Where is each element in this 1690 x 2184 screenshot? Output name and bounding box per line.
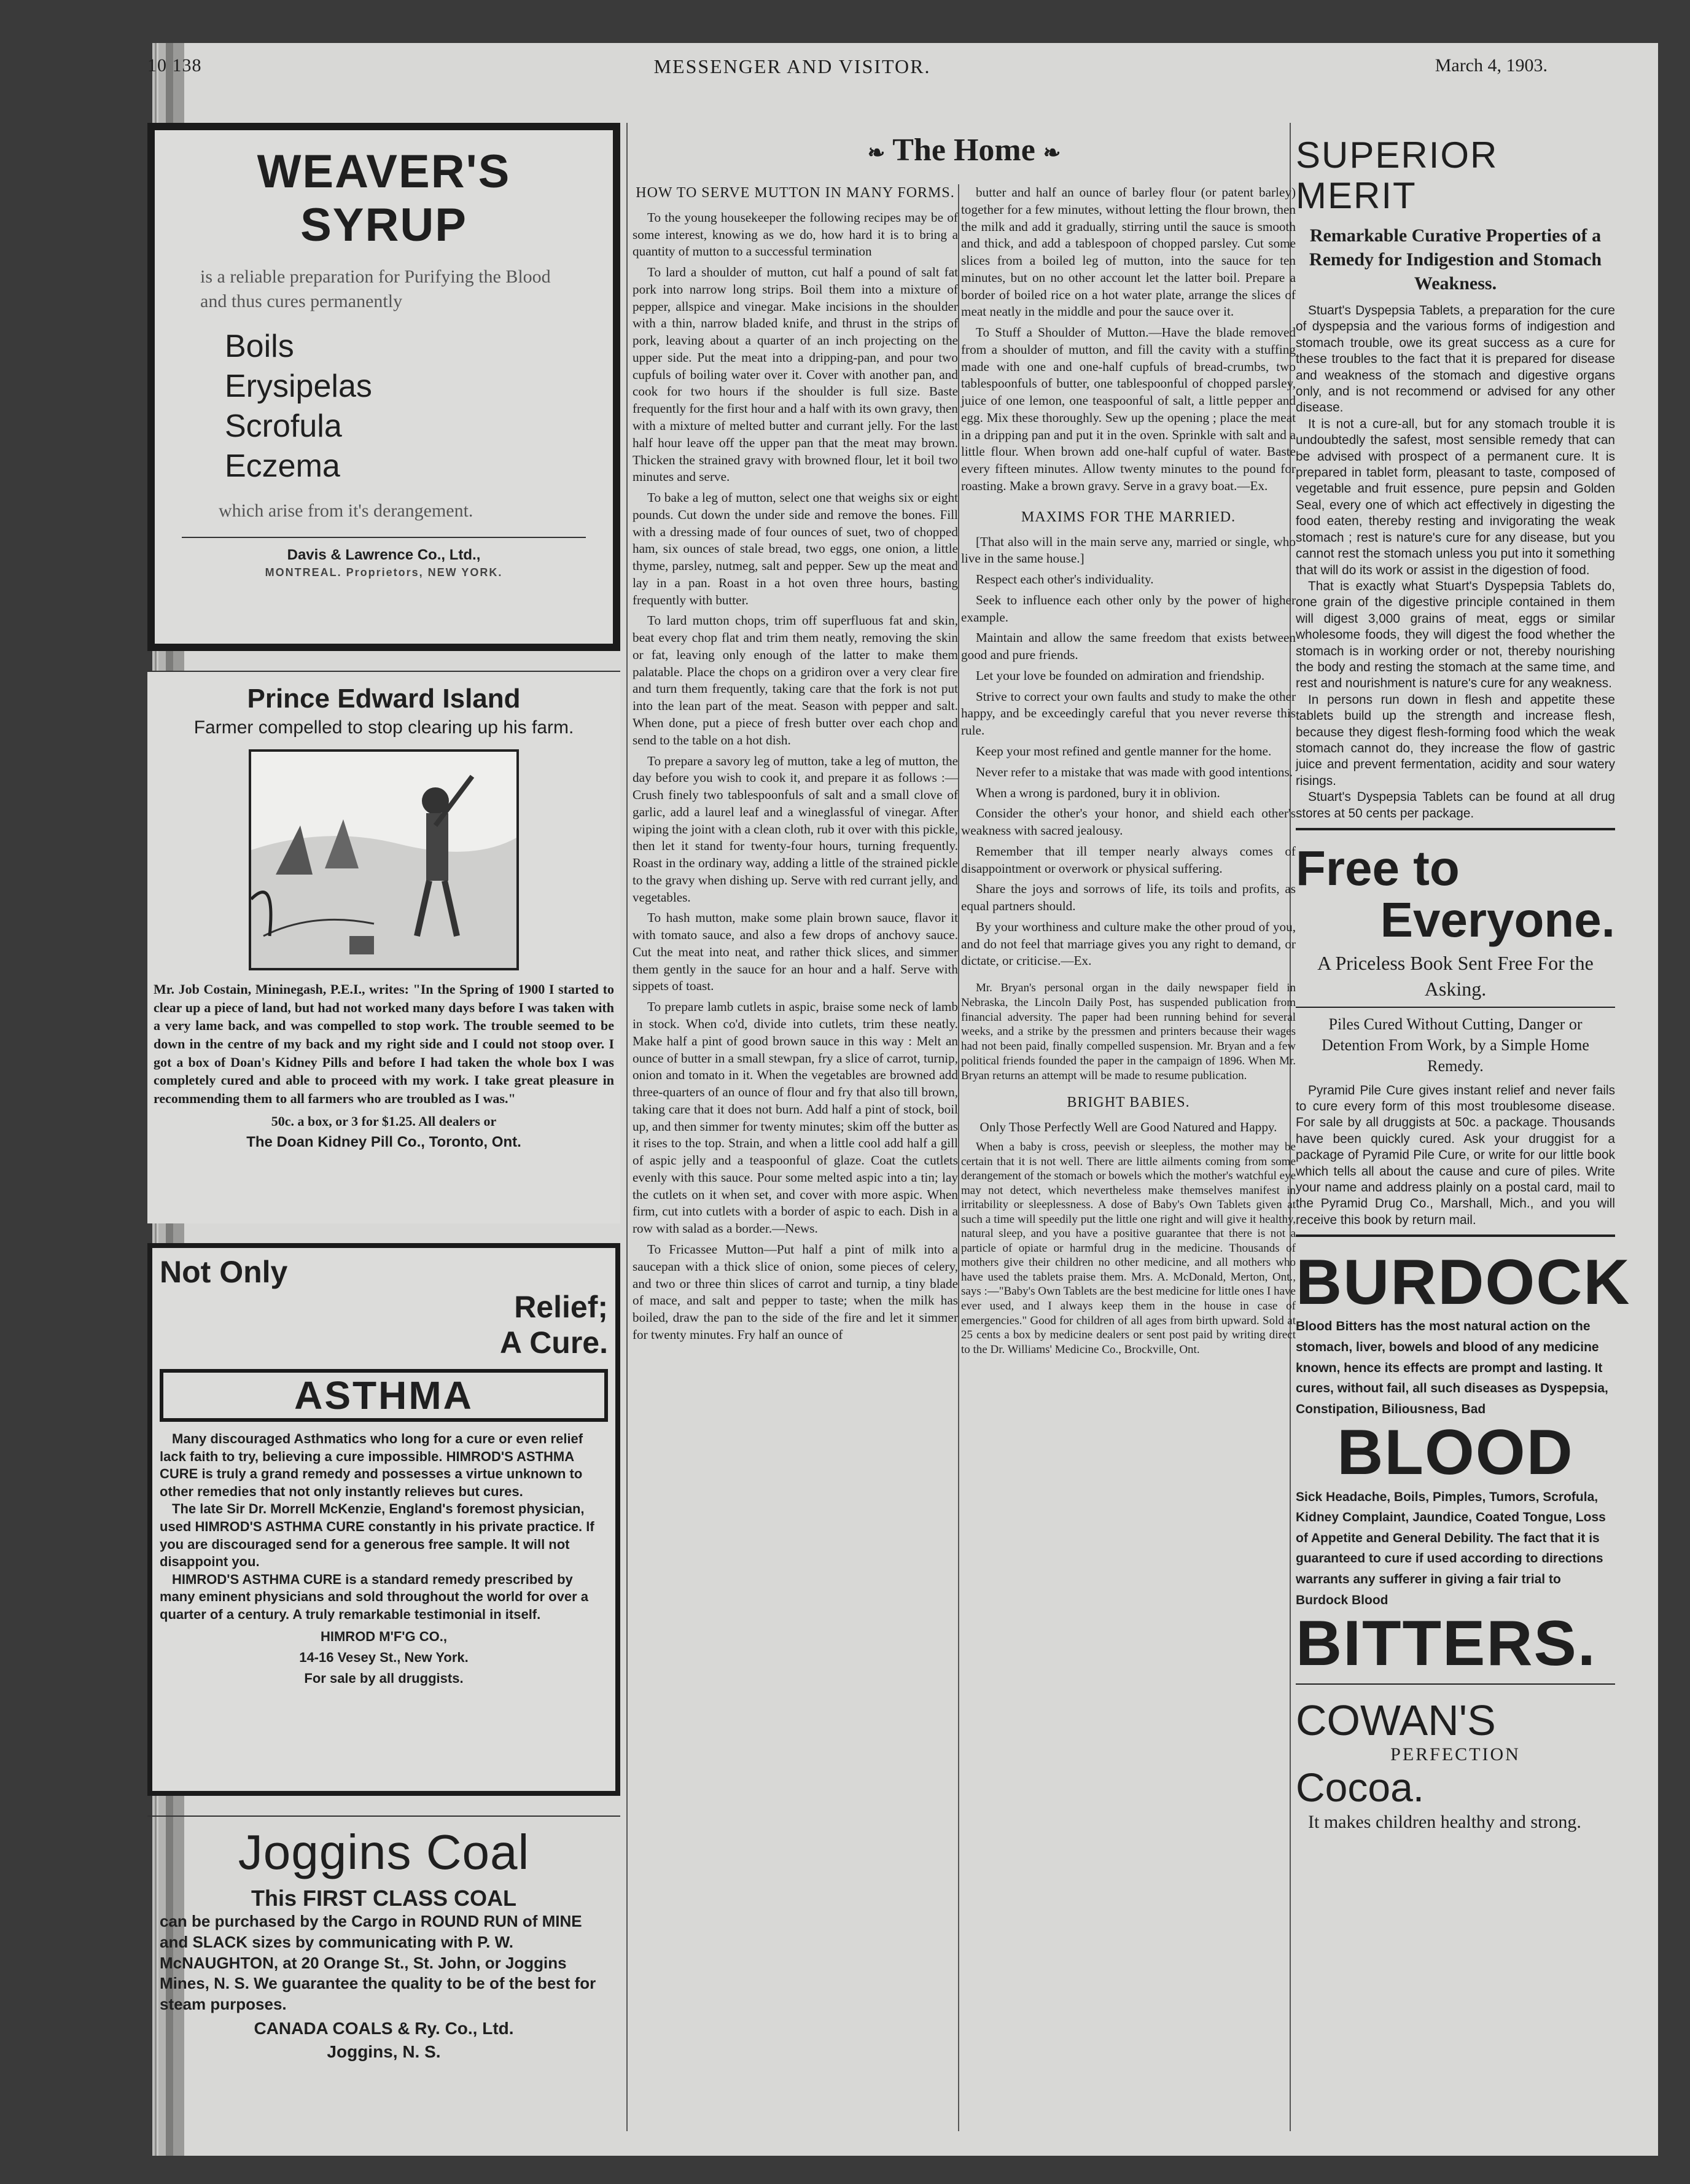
cowan-brand: COWAN'S [1296,1696,1496,1745]
cowan-perfection: PERFECTION [1390,1744,1521,1765]
cowan-product: Cocoa. [1296,1765,1425,1811]
pei-title: Prince Edward Island [247,684,521,714]
pei-price: 50c. a box, or 3 for $1.25. All dealers or [271,1113,497,1129]
joggins-coal-ad [147,1815,620,2062]
asthma-banner: ASTHMA [160,1369,608,1422]
section-title [633,132,1296,168]
weaver-ailments [163,314,604,486]
maxim-item: Never refer to a mistake that was made with good intentions. [976,764,1293,779]
home-column-three [961,184,1296,1360]
joggins-title: Joggins Coal [238,1825,530,1879]
masthead [147,55,1609,92]
mutton-article [633,184,958,1347]
article-heading: HOW TO SERVE MUTTON IN MANY FORMS. [636,185,955,201]
stuart-subtitle: Remarkable Curative Properties of a Remedy for Indigestion and Stomach Weakness. [1309,225,1602,294]
free-line2: Everyone. [1380,892,1615,947]
article-paragraph: To prepare a savory leg of mutton, take a leg of mutton, the day before you wish to cook it, and prepare it as follows :— Crush finely two tablespoonfuls of salt and a small clove of garlic, add a laurel leaf and a wineglassful of vinegar. After wiping the joint with a clean cloth, rub it over with this pickle, then let it stand for twenty-four hours, turning frequently. Roast in the ordinary way, adding a little of the strained pickle to the gravy when dishing up. Serve with red currant jelly, and vegetables. [633,753,958,905]
doans-kidney-pills-ad [147,671,620,1223]
ornament-left-icon: ❧ [867,142,886,165]
himrods-asthma-ad [147,1243,620,1796]
babies-text: When a baby is cross, peevish or sleepless, the mother may be certain that it is not well. There are little ailments coming from some derangement of the stomach or bowels which the mother's watchful eye may not detect, which nevertheless make themselves manifest in irritability or sleeplessness. A dose of Baby's Own Tablets given at such a time will speedily put the little one right and will give it healthy, natural sleep, and you have a positive guarantee that there is not a particle of opiate or harmful drug in the medicine. Thousands of mothers give their children no other medicine, and all mothers who have used the tablets praise them. Mrs. A. McDonald, Merton, Ont., says :—"Baby's Own Tablets are the best medicine for little ones I have ever used, and I always keep them in the house in case of emergencies." Good for children of all ages from birth upward. Sold at 25 cents a box by medicine dealers or sent post paid by writing direct to the Dr. Williams' Medicine Co., Brockville, Ont. [961,1141,1296,1356]
free-text: Pyramid Pile Cure gives instant relief and never fails to cure every form of this most troublesome disease. For sale by all druggists at 50c. a package. Thousands have been quickly cured. Ask your druggist for a package of Pyramid Pile Cure, or write for our little book which tells all about the cause and cure of piles. Write your name and address plainly on a postal card, mail to the Pyramid Drug Co., Marshall, Mich., and you will receive this book by return mail. [1296,1083,1615,1227]
joggins-company: CANADA COALS & Ry. Co., Ltd. [254,2018,514,2038]
asthma-line3: A Cure. [500,1325,608,1360]
asthma-para: HIMROD'S ASTHMA CURE is a standard remedy prescribed by many eminent physicians and sold throughout the world for over a quarter of a century. A truly remarkable testimonial in itself. [160,1571,588,1622]
asthma-para: Many discouraged Asthmatics who long for a cure or even relief lack faith to try, believing a cure impossible. HIMROD'S ASTHMA CURE is truly a grand remedy and possesses a virtue unknown to other remedies that not only instantly relieves but cures. [160,1431,583,1499]
stuart-para: That is exactly what Stuart's Dyspepsia Tablets do, one grain of the digestive principle contained in them will digest 3,000 grains of meat, eggs or similar wholesome foods, they will digest the food whether the stomach is in working order or not, thereby nourishing the body and resting the stomach at the same time, and rest and nourishment is nature's cure for any weakness. [1296,579,1615,691]
column-rule-2 [958,184,959,2131]
maxim-item: [That also will in the main serve any, married or single, who live in the same house.] [961,534,1296,566]
maxim-item: Maintain and allow the same freedom that exists between good and pure friends. [961,630,1296,663]
joggins-place: Joggins, N. S. [327,2042,441,2061]
asthma-line1: Not Only [160,1255,288,1289]
burdock-desc1: Blood Bitters has the most natural action on the stomach, liver, bowels and blood of any medicine known, hence its effects are prompt and lasting. It cures, without fail, all such diseases as Dyspepsia, Constipation, Biliousness, Bad [1296,1319,1608,1416]
asthma-maker: HIMROD M'F'G CO., [320,1628,447,1644]
column-rule-1 [626,123,628,2131]
ailment-item: Erysipelas [225,368,372,404]
weavers-syrup-ad [147,123,620,651]
babies-heading: BRIGHT BABIES. [1067,1094,1190,1111]
free-line1: Free to [1296,841,1460,895]
divider [1296,1007,1615,1008]
maxim-item: Seek to influence each other only by the power of higher example. [961,592,1296,625]
stuart-para: It is not a cure-all, but for any stomach trouble it is undoubtedly the safest, most sensible remedy that can be advised with prospect of a permanent cure. It is prepared in tablet form, pleasant to taste, composed of vegetable and fruit essence, pure pepsin and Golden Seal, every one of which act effectively in digesting the food eaten, thereby resting and invigorating the weak stomach ; rest is nature's cure for any disease, but you cannot rest the stomach unless you put into it something that will do its work or assist in the digestion of food. [1296,416,1615,577]
asthma-note: For sale by all druggists. [304,1670,464,1686]
ailment-item: Eczema [225,448,340,484]
maxim-item: Keep your most refined and gentle manner for the home. [976,744,1272,759]
cowan-tagline: It makes children healthy and strong. [1308,1811,1581,1832]
divider [1296,1683,1615,1685]
right-ads-column [1296,135,1631,1834]
ornament-right-icon: ❧ [1043,142,1061,165]
paper-title: MESSENGER AND VISITOR. [653,55,931,77]
blood-word: BLOOD [1337,1417,1574,1489]
stuart-para: Stuart's Dyspepsia Tablets, a preparation for the cure of dyspepsia and the various forms of indigestion and stomach trouble, owe its great success as a cure for these troubles to the fact that it is prepared for disease and weakness of the stomach and digestive organs only, and is not recommend or advised for any other disease. [1296,303,1615,415]
ailment-item: Boils [225,328,294,364]
pei-testimonial: Mr. Job Costain, Mininegash, P.E.I., writes: "In the Spring of 1900 I started to clear up a piece of land, but had not worked many days before I was taken with a very lame back, and was compelled to stop work. The trouble seemed to be down in the centre of my back and my right side and I could not stoop over. I got a box of Doan's Kidney Pills and before I had taken the whole box I was completely cured and able to proceed with my work. I take great pleasure in recommending them to all farmers who are troubled as I was." [154,981,614,1107]
weaver-maker-name: Davis & Lawrence Co., Ltd., [287,547,481,564]
weaver-maker-places: MONTREAL. Proprietors, NEW YORK. [265,566,503,579]
asthma-para: The late Sir Dr. Morrell McKenzie, England's foremost physician, used HIMROD'S ASTHMA CURE constantly in his private practice. If you are discouraged send for a generous free sample. It will not disappoint you. [160,1501,594,1570]
bryan-item: Mr. Bryan's personal organ in the daily newspaper field in Nebraska, the Lincoln Daily Post, has suspended publication from financial adversity. The paper had been running behind for several weeks, and a strike by the pressmen and printers because their wages had not been paid, finally compelled suspension. Mr. Bryan and a few political friends founded the paper in the campaign of 1896. When Mr. Bryan returns an attempt will be made to resume publication. [961,981,1296,1082]
ads-column [147,123,620,2062]
maxim-item: Share the joys and sorrows of life, its toils and profits, as equal partners should. [961,881,1296,914]
maxim-item: Consider the other's your honor, and shield each other's weakness with sacred jealousy. [961,806,1296,838]
article-paragraph: To hash mutton, make some plain brown sauce, flavor it with tomato sauce, and also a few drops of anchovy sauce. Cut the meat into neat, and rather thick slices, and simmer them gently in the sauce for an hour and a half. Serve with sippets of toast. [633,910,958,994]
stuart-para: In persons run down in flesh and appetite these tablets build up the strength and increase flesh, because they digest flesh-forming food which the weak stomach cannot do, they increase the flow of gastric juice and prevent fermentation, acidity and sour watery risings. [1296,692,1615,788]
article-paragraph: To Stuff a Shoulder of Mutton.—Have the blade removed from a shoulder of mutton, and fill the cavity with a stuffing made with one and one-half cupfuls of bread-crumbs, two tablespoonfuls of butter, one tablespoonful of chopped parsley, juice of one lemon, one teaspoonful of salt, a little pepper and egg. Mix these thoroughly. Sew up the opening ; place the meat in a dripping pan and put it in the oven. Sprinkle with salt and a little flour. When brown add one-half cupful of water. Baste every fifteen minutes. Allow twenty minutes to the pound for roasting. Make a brown gravy. Serve in a gravy boat.—Ex. [961,325,1296,494]
article-paragraph: To Fricassee Mutton—Put half a pint of milk into a saucepan with a thick slice of onion, some pieces of celery, and two or three thin slices of carrot and turnip, a tiny blade of mace, and salt and pepper to taste; when the milk has boiled, draw the pan to the side of the fire and let it simmer for twenty minutes. Fry half an ounce of [633,1241,958,1342]
weaver-intro: is a reliable preparation for Purifying the Blood and thus cures permanently [200,266,551,312]
section-title-text: The Home [892,133,1035,168]
joggins-lead: This FIRST CLASS COAL [251,1886,516,1911]
page-number: 10 138 [147,55,202,76]
burdock-desc2: Sick Headache, Boils, Pimples, Tumors, Scrofula, Kidney Complaint, Jaundice, Coated Tongue, Loss of Appetite and General Debility. The fact that it is guaranteed to cure if used according to directions warrants any sufferer in giving a fair trial to Burdock Blood [1296,1489,1606,1607]
bitters-word: BITTERS. [1296,1608,1597,1680]
article-paragraph: To lard mutton chops, trim off superfluous fat and skin, beat every chop flat and trim them neatly, removing the skin or fat, leaving only enough of the latter to make them palatable. Place the chops on a gridiron over a very clear fire and turn them frequently, taking care that the fork is not put into the lean part of the meat. Season with pepper and salt. When done, put a piece of fresh butter over each chop and send to the table on a hot dish. [633,613,958,747]
babies-subheading: Only Those Perfectly Well are Good Natured and Happy. [979,1120,1277,1135]
joggins-text: can be purchased by the Cargo in ROUND RUN of MINE and SLACK sizes by communicating with P. W. McNAUGHTON, at 20 Orange St., St. John, or Joggins Mines, N. S. We guarantee the quality to be of the best for steam purposes. [160,1912,596,2014]
issue-date: March 4, 1903. [1435,55,1548,76]
article-paragraph: To lard a shoulder of mutton, cut half a pound of salt fat pork into narrow long strips. Boil them into a mixture of pepper, allspice and vinegar. Make incisions in the shoulder with a thin, narrow bladed knife, and thrust in the strips of pork, leaving about a quarter of an inch projecting on the upper side. Put the meat into a dripping-pan, and pour two cupfuls of boiling water over it. Cover with another pan, and cook for two hours if the shoulder is full size. Baste frequently for the first hour and a half with its own gravy, then with a mixture of melted butter and currant jelly. For the last half hour leave off the upper pan that the meat may brown. Thicken the strained gravy with browned flour, let it boil two minutes and serve. [633,265,958,485]
maxim-item: By your worthiness and culture make the other proud of you, and do not feel that marriage gives you any right to demand, or dictate, or criticise.—Ex. [961,919,1296,969]
article-paragraph: To prepare lamb cutlets in aspic, braise some neck of lamb in stock. When co'd, divide into cutlets, trim these neatly. Make half a pint of good brown sauce in this way : Melt an ounce of butter in a small stewpan, fry a slice of carrot, turnip, onion and tomato in it. When the vegetables are browned add three-quarters of an ounce of flour and fry that also till brown, taking care that it does not burn. Add half a pint of stock, boil up, and then simmer for twenty minutes; skim off the butter as it rises to the top. Strain, and when a little cool add half a gill of aspic jelly and a teaspoonful of glaze. Coat the cutlets evenly with this sauce. Pour some melted aspic into a tin; lay the cutlets on it when set, and cover with more aspic. When firm, cut into cutlets with a border of aspic to each. Dish in a row with salad as a border.—News. [633,999,958,1236]
stuart-title: SUPERIOR MERIT [1296,135,1498,216]
stuart-para: Stuart's Dyspepsia Tablets can be found at all drug stores at 50 cents per package. [1296,790,1615,821]
maxim-item: Remember that ill temper nearly always comes of disappointment or overwork or physical suffering. [961,843,1296,876]
article-paragraph: To the young housekeeper the following recipes may be of some interest, knowing as we do, how hard it is to bring a quantity of mutton to a successful termination [633,209,958,259]
maxim-item: When a wrong is pardoned, bury it in oblivion. [976,785,1220,800]
weaver-brand-line2: SYRUP [300,199,467,252]
divider [1296,828,1615,830]
maxim-item: Strive to correct your own faults and study to make the other happy, and be exceedingly careful that you never reverse this rule. [961,688,1296,738]
maxim-item: Respect each other's individuality. [976,572,1154,587]
weaver-brand-line1: WEAVER'S [257,146,511,198]
divider [1296,1234,1615,1237]
free-subtitle2: Piles Cured Without Cutting, Danger or Detention From Work, by a Simple Home Remedy. [1322,1015,1589,1075]
farmer-illustration [249,749,519,970]
article-paragraph: To bake a leg of mutton, select one that weighs six or eight pounds. Cut down the under side and remove the bones. Fill with a dressing made of four ounces of suet, two of chopped ham, six ounces of stale bread, two eggs, one onion, a little thyme, parsley, nutmeg, salt and pepper. Sew up the meat and lay in a pan. Roast in a hot oven three hours, basting frequently with butter. [633,490,958,607]
asthma-address: 14-16 Vesey St., New York. [299,1649,469,1665]
asthma-line2: Relief; [514,1290,608,1324]
ailment-item: Scrofula [225,408,342,444]
burdock-word: BURDOCK [1296,1247,1631,1319]
free-subtitle: A Priceless Book Sent Free For the Asking. [1317,952,1594,1000]
pei-maker: The Doan Kidney Pill Co., Toronto, Ont. [246,1134,521,1151]
weaver-maker [182,537,586,579]
maxims-heading: MAXIMS FOR THE MARRIED. [1021,509,1236,525]
maxim-item: Let your love be founded on admiration and friendship. [976,668,1265,683]
farmer-woodcut-icon [251,752,516,968]
pei-subtitle: Farmer compelled to stop clearing up his farm. [193,717,574,738]
weaver-outro: which arise from it's derangement. [219,500,473,521]
article-paragraph: butter and half an ounce of barley flour (or patent barley) together for a few minutes, without letting the flour brown, then the milk and add it gradually, stirring until the sauce is smooth and thick, and add a tablespoon of chopped parsley. Cut some slices from a boiled leg of mutton, into the sauce for ten minutes, but on no other account let the latter boil. Prepare a border of boiled rice on a hot water plate, arrange the slices of meat neatly in the middle and pour the sauce over it. [961,185,1296,319]
